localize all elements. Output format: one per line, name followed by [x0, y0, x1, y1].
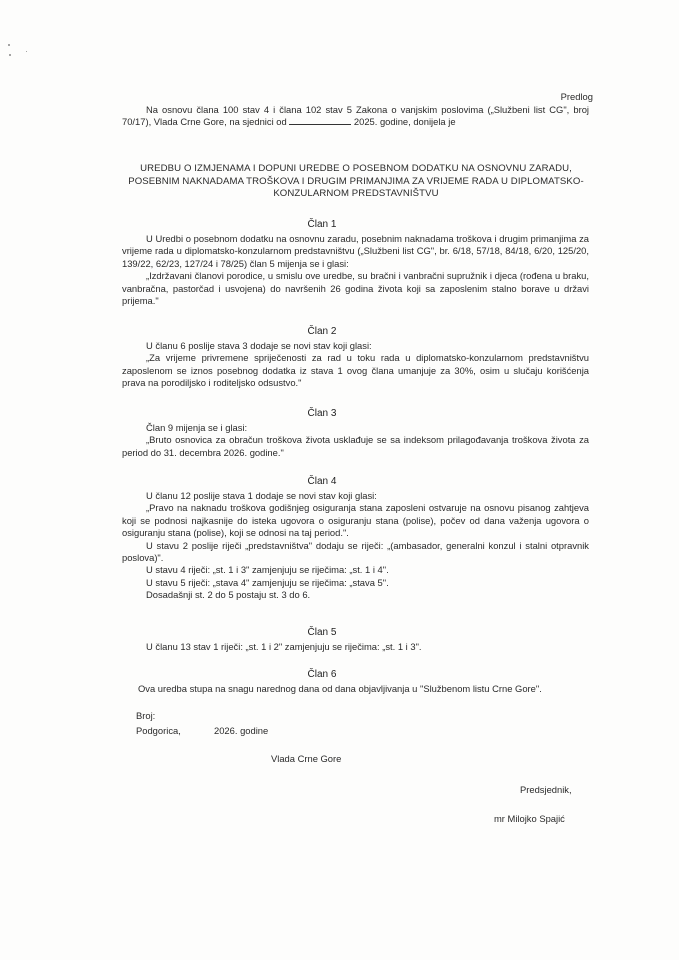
broj-label: Broj: [136, 710, 156, 721]
clan-1-heading: Član 1 [307, 219, 337, 230]
clan-3-heading: Član 3 [307, 408, 337, 419]
predlog-label: Predlog [560, 91, 593, 102]
scan-speck [8, 44, 10, 46]
date-blank-line [289, 116, 351, 125]
scan-speck [9, 54, 11, 56]
clan-3-body [122, 422, 589, 459]
clan-5-heading: Član 5 [307, 627, 337, 638]
intro-text-b: 2025. godine, donijela je [353, 116, 456, 128]
clan-4-body [122, 490, 589, 602]
clan-4-paragraph-3: U stavu 2 poslije riječi „predstavništva" dodaju se riječi: „(ambasador, generalni konzul i stalni otpravnik poslova)". [122, 539, 589, 564]
scan-speck [26, 51, 27, 52]
clan-4-paragraph-5: U stavu 5 riječi: „stava 4" zamjenjuju se riječima: „stava 5". [146, 576, 389, 588]
clan-2-paragraph-2: „Za vrijeme privremene spriječenosti za rad u toku rada u diplomatsko-konzularnom predstavništvu zaposlenom se iznos posebnog dodatka iz stava 1 ovog člana umanjuje za 30%, osim u slučaju korišćenja prava na porodiljsko i roditeljsko odsustvo." [122, 352, 589, 389]
clan-3-paragraph-1: Član 9 mijenja se i glasi: [146, 422, 248, 433]
intro-paragraph [122, 104, 589, 129]
intro-text-a: Na osnovu člana 100 stav 4 i člana 102 stav 5 Zakona o vanjskim poslovima („Službeni list CG", broj 70/17), Vlada Crne Gore, na sjednici od [122, 104, 589, 128]
president-title: Predsjednik, [520, 784, 572, 795]
place-label: Podgorica, [136, 725, 181, 736]
clan-1-paragraph-1: U Uredbi o posebnom dodatku na osnovnu zaradu, posebnim naknadama troškova i drugim primanjima za vrijeme rada u diplomatsko-konzularnom predstavništvu („Službeni list CG", br. 6/18, 57/18, 84/18, 6/20, 125/20, 139/22, 62/23, 127/24 i 78/25) član 5 mijenja se i glasi: [122, 233, 589, 269]
clan-3-paragraph-2: „Bruto osnovica za obračun troškova života usklađuje se sa indeksom prilagođavanja troškova života za period do 31. decembra 2026. godine." [122, 434, 589, 458]
clan-2-body [122, 340, 589, 390]
clan-6-paragraph-1: Ova uredba stupa na snagu narednog dana od dana objavljivanja u "Službenom listu Crne Gore". [138, 683, 542, 694]
clan-2-paragraph-1: U članu 6 poslije stava 3 dodaje se novi stav koji glasi: [146, 340, 372, 351]
clan-4-paragraph-6: Dosadašnji st. 2 do 5 postaju st. 3 do 6. [146, 589, 311, 601]
year-label: 2026. godine [214, 725, 269, 736]
clan-4-paragraph-2: „Pravo na naknadu troškova godišnjeg osiguranja stana zaposleni ostvaruje na osnovu pisanog zahtjeva koji se podnosi najkasnije do isteka ugovora o osiguranju stana (polise), počev od dana važenja ugovora o osiguranju stana (polise), koji se odnosi na taj period.". [122, 502, 589, 539]
president-name: mr Milojko Spajić [494, 813, 565, 824]
clan-2-heading: Član 2 [307, 326, 337, 337]
clan-1-paragraph-2: „Izdržavani članovi porodice, u smislu ove uredbe, su bračni i vanbračni supružnik i djeca (rođena u braku, vanbračna, pastorčad i usvojena) do navršenih 26 godina života koji sa zaposlenim stalno borave u državi prijema." [122, 270, 589, 307]
clan-4-paragraph-4: U stavu 4 riječi: „st. 1 i 3" zamjenjuju se riječima: „st. 1 i 4". [146, 564, 389, 576]
clan-1-body [122, 233, 589, 307]
clan-4-heading: Član 4 [307, 476, 337, 487]
clan-5-paragraph-1: U članu 13 stav 1 riječi: „st. 1 i 2" zamjenjuju se riječima: „st. 1 i 3". [146, 641, 422, 652]
clan-6-heading: Član 6 [307, 669, 337, 680]
document-title: UREDBU O IZMJENAMA I DOPUNI UREDBE O POSEBNOM DODATKU NA OSNOVNU ZARADU, POSEBNIM NAKNADAMA TROŠKOVA I DRUGIM PRIMANJIMA ZA VRIJEME RADA U DIPLOMATSKO-KONZULARNOM PREDSTAVNIŠTVU [128, 163, 584, 200]
clan-6-body [138, 683, 598, 695]
clan-5-body [122, 641, 589, 653]
government-label: Vlada Crne Gore [271, 753, 342, 764]
clan-4-paragraph-1: U članu 12 poslije stava 1 dodaje se novi stav koji glasi: [146, 490, 377, 501]
